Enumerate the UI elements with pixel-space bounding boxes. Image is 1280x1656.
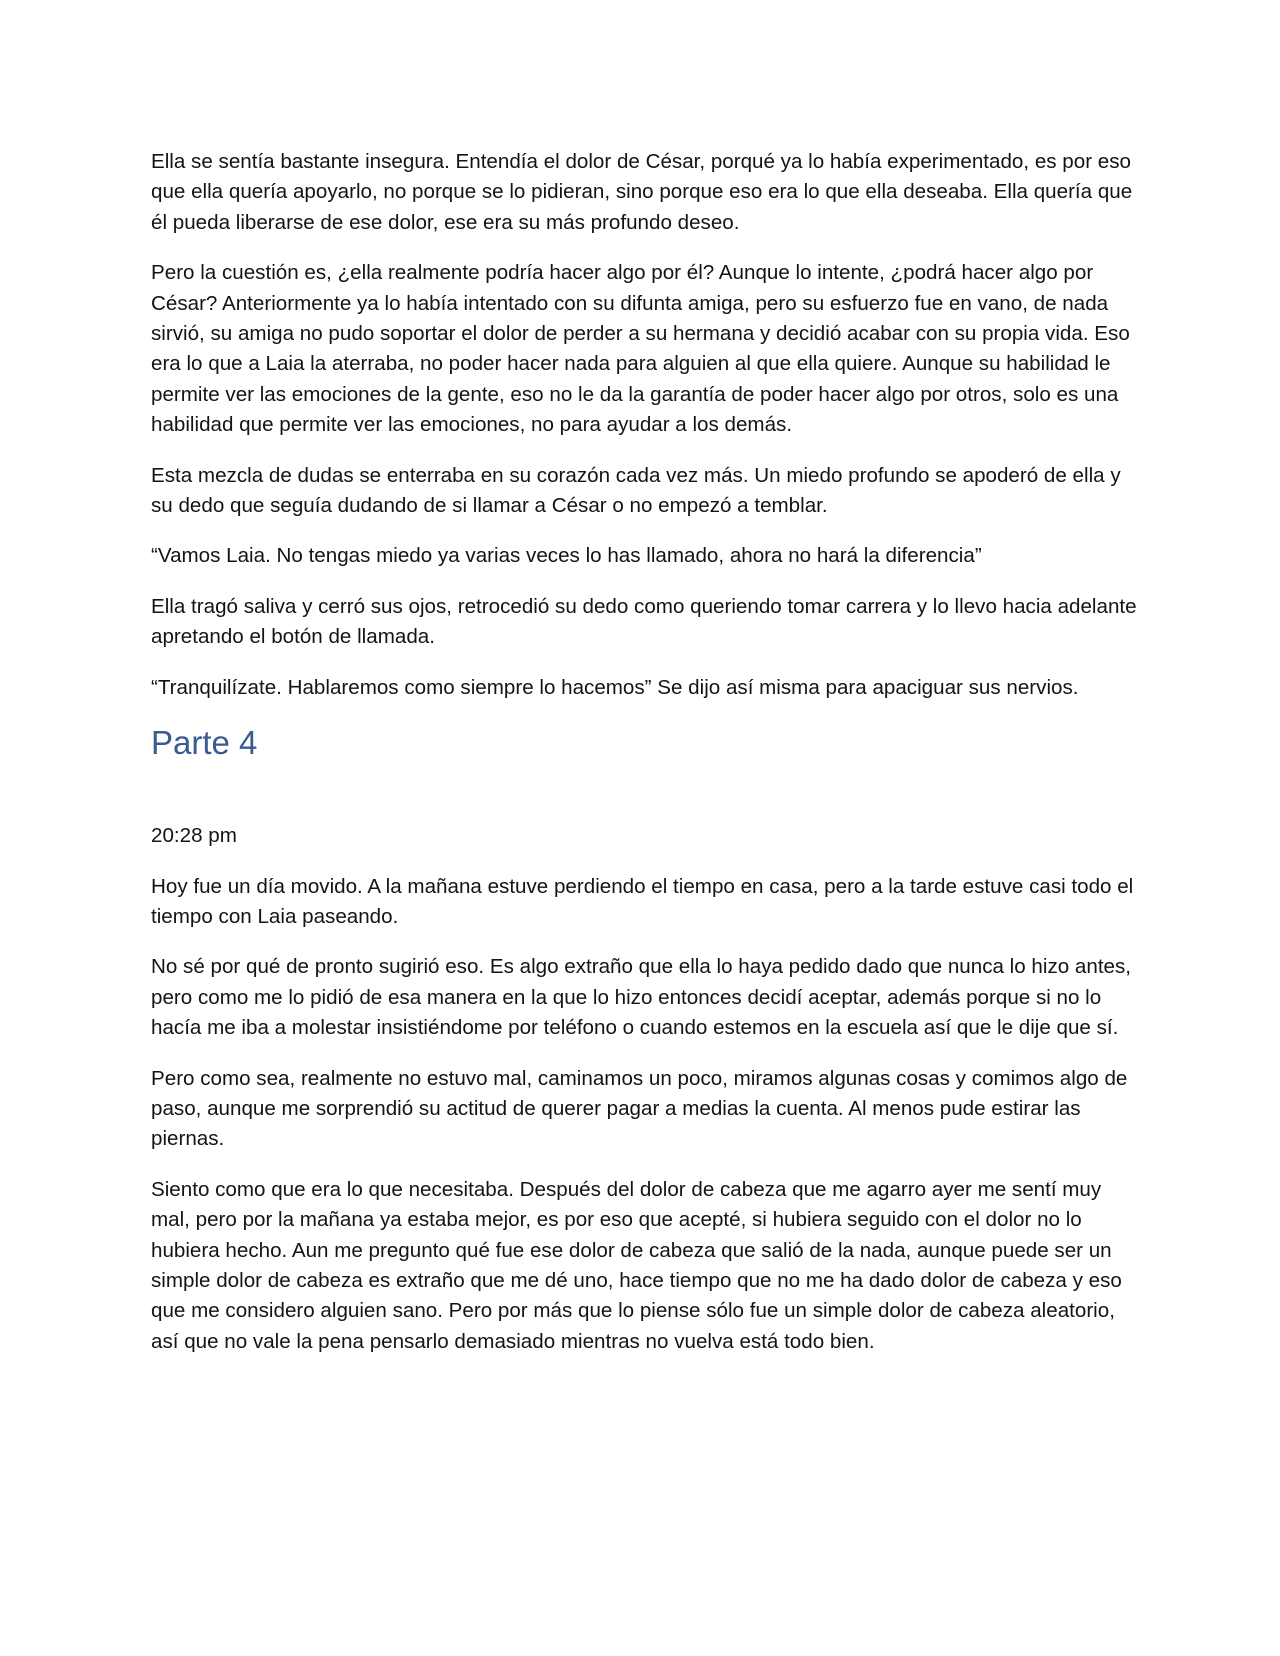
entry-time: 20:28 pm: [151, 824, 237, 848]
paragraph-dudas: Esta mezcla de dudas se enterraba en su corazón cada vez más. Un miedo profundo se apoderó de ella y su dedo que seguía dudando de si llamar a César o no empezó a temblar.: [151, 463, 1121, 518]
section-heading: Parte 4: [151, 724, 258, 762]
paragraph-insegura: Ella se sentía bastante insegura. Entendía el dolor de César, porqué ya lo había experimentado, es por eso que ella quería apoyarlo, no porque se lo pidieran, sino porque eso era lo que ella deseaba. Ella quería que él pueda liberarse de ese dolor, ese era su más profundo deseo.: [151, 150, 1133, 234]
paragraph-dia-movido: Hoy fue un día movido. A la mañana estuve perdiendo el tiempo en casa, pero a la tarde estuve casi todo el tiempo con Laia paseando.: [151, 874, 1134, 928]
paragraph-no-se: No sé por qué de pronto sugirió eso. Es algo extraño que ella lo haya pedido dado que nunca lo hizo antes, pero como me lo pidió de esa manera en la que lo hizo entonces decidí aceptar, además porque si no lo hacía me iba a molestar insistiéndome por teléfono o cuando estemos en la escuela así que le dije que sí.: [151, 955, 1132, 1040]
paragraph-tranquilizate: “Tranquilízate. Hablaremos como siempre lo hacemos” Se dijo así misma para apaciguar sus nervios.: [151, 675, 1079, 699]
paragraph-vamos-laia: “Vamos Laia. No tengas miedo ya varias veces lo has llamado, ahora no hará la diferencia”: [151, 544, 982, 568]
document-body: [151, 147, 1141, 1377]
paragraph-como-sea: Pero como sea, realmente no estuvo mal, caminamos un poco, miramos algunas cosas y comimos algo de paso, aunque me sorprendió su actitud de querer pagar a medias la cuenta. Al menos pude estirar las piernas.: [151, 1066, 1128, 1151]
paragraph-trago-saliva: Ella tragó saliva y cerró sus ojos, retrocedió su dedo como queriendo tomar carrera y lo llevo hacia adelante apretando el botón de llamada.: [151, 594, 1137, 649]
paragraph-cuestion: Pero la cuestión es, ¿ella realmente podría hacer algo por él? Aunque lo intente, ¿podrá hacer algo por César? Anteriormente ya lo había intentado con su difunta amiga, pero su esfuerzo fue en vano, de nada sirvió, su amiga no pudo soportar el dolor de perder a su hermana y decidió acabar con su propia vida. Eso era lo que a Laia la aterraba, no poder hacer nada para alguien al que ella quiere. Aunque su habilidad le permite ver las emociones de la gente, eso no le da la garantía de poder hacer algo por otros, solo es una habilidad que permite ver las emociones, no para ayudar a los demás.: [151, 261, 1130, 437]
paragraph-siento: Siento como que era lo que necesitaba. Después del dolor de cabeza que me agarro ayer me sentí muy mal, pero por la mañana ya estaba mejor, es por eso que acepté, si hubiera seguido con el dolor no lo hubiera hecho. Aun me pregunto qué fue ese dolor de cabeza que salió de la nada, aunque puede ser un simple dolor de cabeza es extraño que me dé uno, hace tiempo que no me ha dado dolor de cabeza y eso que me considero alguien sano. Pero por más que lo piense sólo fue un simple dolor de cabeza aleatorio, así que no vale la pena pensarlo demasiado mientras no vuelva está todo bien.: [151, 1177, 1122, 1353]
